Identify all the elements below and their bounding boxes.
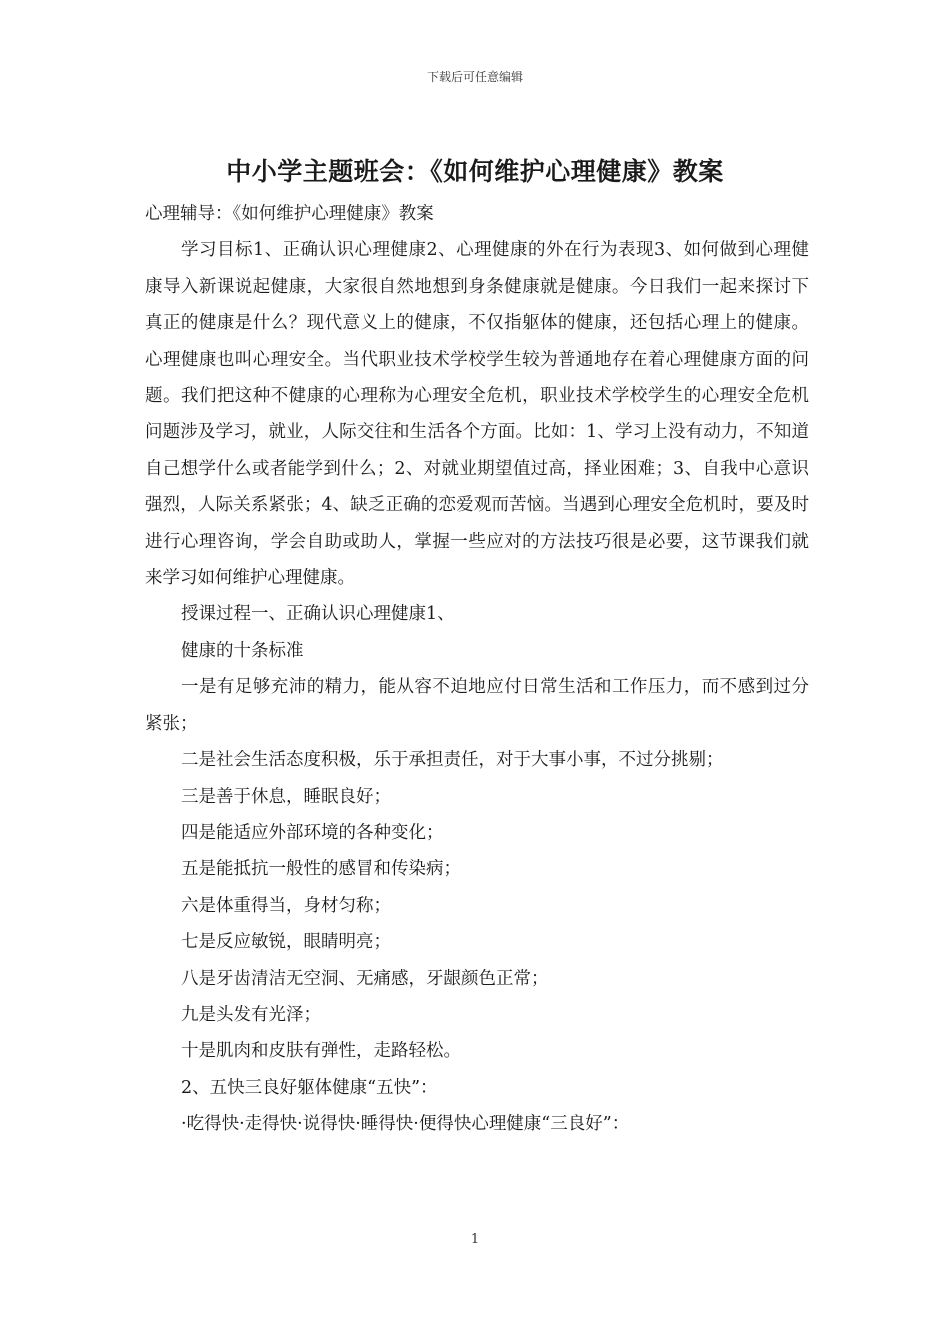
- page-number: 1: [470, 1232, 480, 1247]
- paragraph-intro: 学习目标1、正确认识心理健康2、心理健康的外在行为表现3、如何做到心理健康导入新课说起健康，大家很自然地想到身条健康就是健康。今日我们一起来探讨下真正的健康是什么？现代意义上的健康，不仅指躯体的健康，还包括心理上的健康。心理健康也叫心理安全。当代职业技术学校学生较为普通地存在着心理健康方面的问题。我们把这种不健康的心理称为心理安全危机，职业技术学校学生的心理安全危机问题涉及学习，就业，人际交往和生活各个方面。比如：1、学习上没有动力，不知道自己想学什么或者能学到什么；2、对就业期望值过高，择业困难；3、自我中心意识强烈，人际关系紧张；4、缺乏正确的恋爱观而苦恼。当遇到心理安全危机时，要及时进行心理咨询，学会自助或助人，掌握一些应对的方法技巧很是必要，这节课我们就来学习如何维护心理健康。: [145, 240, 809, 589]
- standard-item-9: 九是头发有光泽；: [181, 1004, 321, 1025]
- standard-item-3: 三是善于休息，睡眠良好；: [181, 786, 391, 807]
- subtitle-line: 心理辅导：《如何维护心理健康》教案: [145, 204, 434, 224]
- paragraph-process: 授课过程一、正确认识心理健康1、: [181, 604, 455, 625]
- standard-item-4: 四是能适应外部环境的各种变化；: [181, 822, 444, 843]
- standard-item-8: 八是牙齿清洁无空洞、无痛感，牙龈颜色正常；: [181, 968, 549, 989]
- paragraph-ten-standards-heading: 健康的十条标准: [181, 640, 304, 661]
- paragraph-five-fast-list: ·吃得快·走得快·说得快·睡得快·便得快心理健康“三良好”：: [181, 1114, 630, 1135]
- standard-item-5: 五是能抵抗一般性的感冒和传染病；: [181, 859, 461, 880]
- standard-item-7: 七是反应敏锐，眼睛明亮；: [181, 932, 391, 953]
- standard-item-10: 十是肌肉和皮肤有弹性，走路轻松。: [181, 1041, 461, 1062]
- header-note: 下载后可任意编辑: [426, 70, 523, 84]
- document-title: 中小学主题班会：《如何维护心理健康》教案: [226, 157, 724, 186]
- standard-item-1: 一是有足够充沛的精力，能从容不迫地应付日常生活和工作压力，而不感到过分紧张；: [145, 677, 809, 734]
- standard-item-2: 二是社会生活态度积极，乐于承担责任，对于大事小事，不过分挑剔；: [181, 750, 724, 771]
- document-body: [145, 196, 809, 1143]
- paragraph-five-fast-heading: 2、五快三良好躯体健康“五快”：: [181, 1077, 438, 1098]
- standard-item-6: 六是体重得当，身材匀称；: [181, 895, 391, 916]
